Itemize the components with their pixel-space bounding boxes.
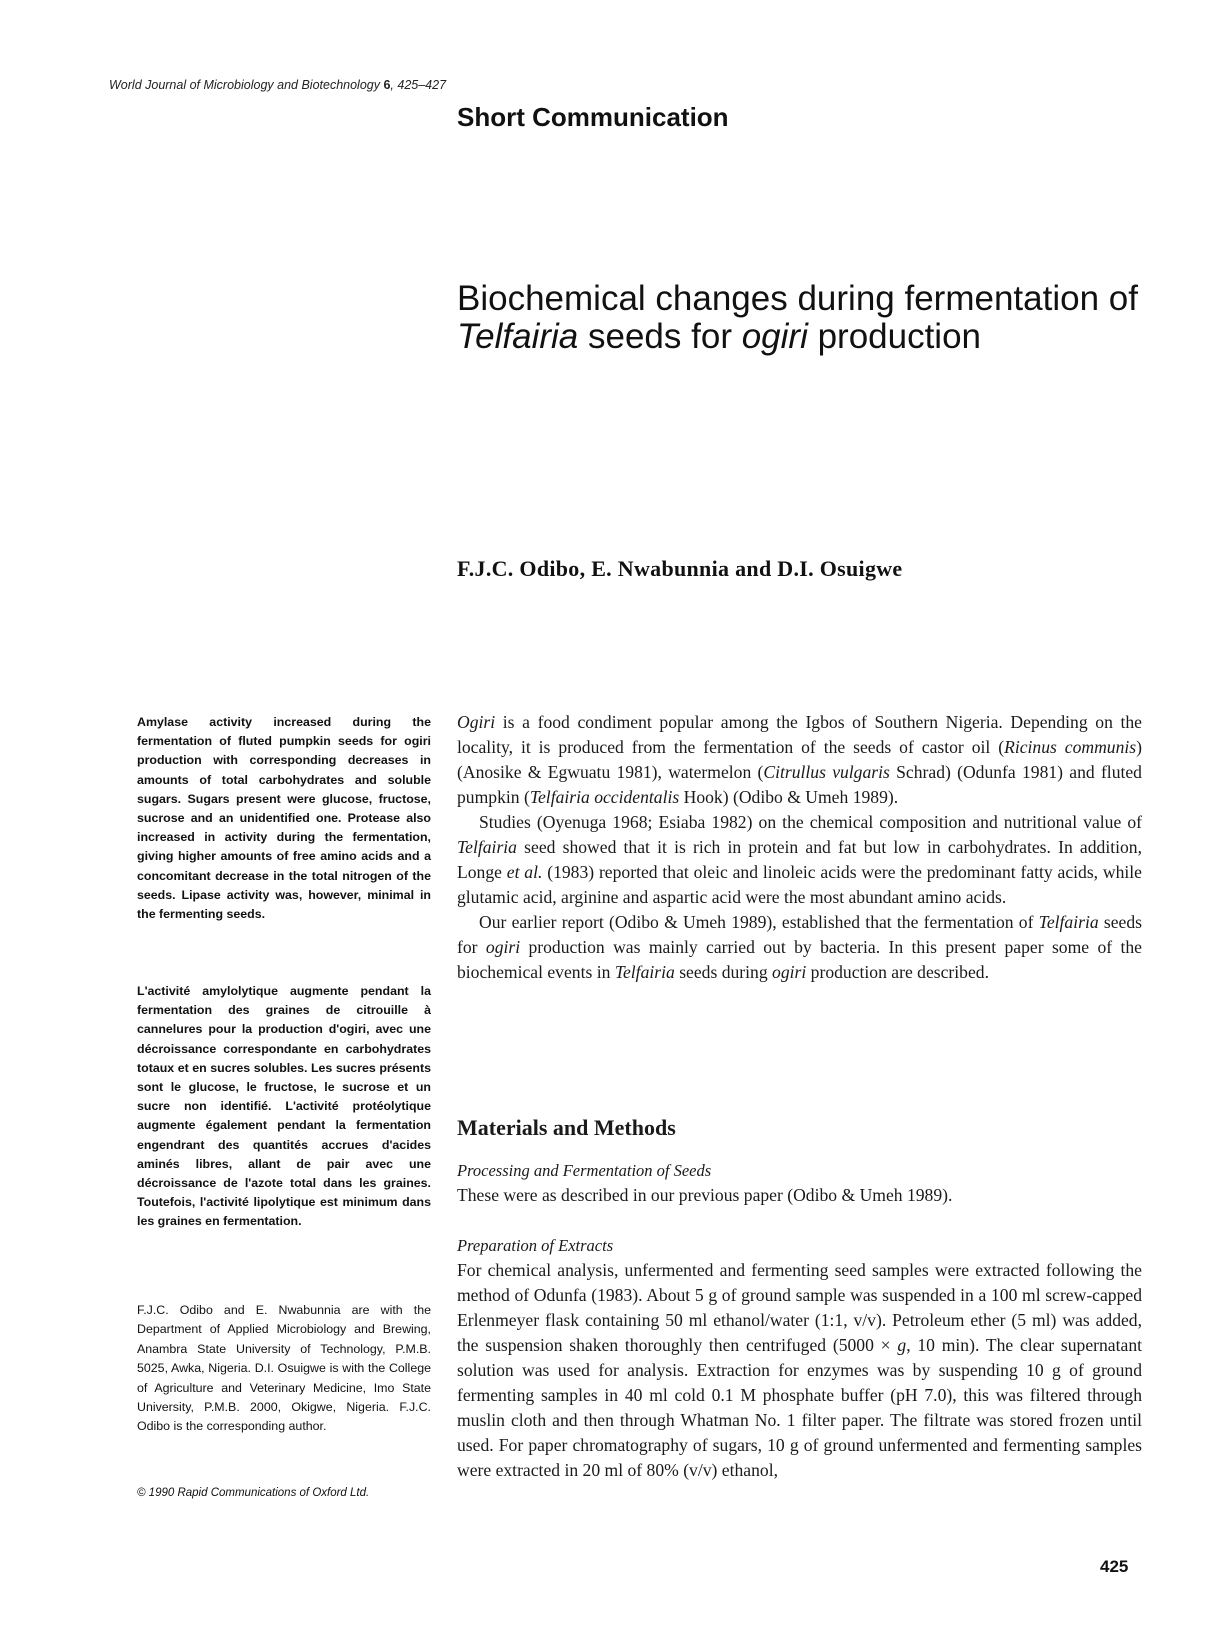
title-text: seeds for — [578, 317, 742, 356]
paragraph-text: , 10 min). The clear supernatant solution was used for analysis. Extraction for enzymes was by suspending 10 g of ground fermenting samples in 40 ml cold 0.1 M phosphate buffer (pH 7.0), this was filtered through muslin cloth and then through Whatman No. 1 filter paper. The filtrate was stored frozen until used. For paper chromatography of sugars, 10 g of ground unfermented and fermenting samples were extracted in 20 ml of 80% (v/v) ethanol, — [457, 1335, 1143, 1480]
italic-term: ogiri — [772, 962, 807, 982]
italic-term: Telfairia occidentalis — [529, 787, 680, 807]
page-number: 425 — [1100, 1557, 1129, 1576]
italic-term: et al. — [506, 862, 543, 882]
title-text: production — [807, 317, 982, 356]
author-affiliation: F.J.C. Odibo and E. Nwabunnia are with the Department of Applied Microbiology and Brewing, Anambra State University of Technology, P.M.B. 5025, Awka, Nigeria. D.I. Osuigwe is with the College of Agriculture and Veterinary Medicine, Imo State University, P.M.B. 2000, Okigwe, Nigeria. F.J.C. Odibo is the corresponding author. — [137, 1303, 431, 1434]
paragraph-text: is a food condiment popular among the Igbos of Southern Nigeria. Depending on the locality, it is produced from the fermentation of the seeds of castor oil ( — [457, 712, 1142, 757]
paragraph-text: production was mainly carried out by bacteria. In this present paper some of the biochemical events in — [457, 937, 1142, 982]
author-list: F.J.C. Odibo, E. Nwabunnia and D.I. Osuigwe — [457, 556, 903, 581]
paragraph-text: Schrad) (Odunfa 1981) and fluted pumpkin ( — [457, 762, 1142, 807]
paragraph-text: seed showed that it is rich in protein and fat but low in carbohydrates. In addition, Longe — [457, 837, 1142, 882]
title-food: ogiri — [741, 317, 808, 356]
paragraph-text: Hook) (Odibo & Umeh 1989). — [679, 787, 899, 807]
italic-term: g — [897, 1335, 907, 1355]
italic-term: Ricinus communis — [1004, 737, 1137, 757]
subsection-processing — [457, 1158, 1142, 1208]
paragraph-text: Our earlier report (Odibo & Umeh 1989), established that the fermentation of — [479, 912, 1039, 932]
abstract-english-text: Amylase activity increased during the fermentation of fluted pumpkin seeds for ogiri production with corresponding decreases in amounts of total carbohydrates and soluble sugars. Sugars present were glucose, fructose, sucrose and an unidentified one. Protease also increased in activity during the fermentation, giving higher amounts of free amino acids and a concomitant decrease in the total nitrogen of the seeds. Lipase activity was, however, minimal in the fermenting seeds. — [137, 715, 431, 922]
body-paragraph — [457, 810, 1142, 910]
subsection-heading: Preparation of Extracts — [457, 1236, 614, 1255]
paragraph-text: seeds for — [457, 912, 1142, 957]
paragraph-text: (1983) reported that oleic and linoleic acids were the predominant fatty acids, while glutamic acid, arginine and aspartic acid were the most abundant amino acids. — [457, 862, 1142, 907]
body-paragraph — [457, 1258, 1142, 1483]
body-paragraph: These were as described in our previous paper (Odibo & Umeh 1989). — [457, 1185, 953, 1205]
paragraph-text: For chemical analysis, unfermented and fermenting seed samples were extracted following the method of Odunfa (1983). About 5 g of ground sample was suspended in a 100 ml screw-capped Erlenmeyer flask containing 50 ml ethanol/water (1:1, v/v). Petroleum ether (5 ml) was added, the suspension shaken thoroughly then centrifuged (5000 × — [457, 1260, 1142, 1355]
subsection-heading: Processing and Fermentation of Seeds — [457, 1161, 712, 1180]
italic-term: Telfairia — [1038, 912, 1099, 932]
paragraph-text: seeds during — [674, 962, 773, 982]
italic-term: Telfairia — [614, 962, 675, 982]
paragraph-text: Studies (Oyenuga 1968; Esiaba 1982) on the chemical composition and nutritional value of — [479, 812, 1142, 832]
title-text: Biochemical changes during fermentation of — [457, 279, 1138, 318]
subsection-extracts — [457, 1233, 1142, 1483]
italic-term: ogiri — [485, 937, 521, 957]
section-label: Short Communication — [457, 102, 729, 132]
journal-pages: , 425–427 — [390, 78, 447, 92]
paragraph-text: ) (Anosike & Egwuatu 1981), watermelon ( — [457, 737, 1142, 782]
italic-term: Citrullus vulgaris — [763, 762, 890, 782]
italic-term: Telfairia — [457, 837, 517, 857]
abstract-french-text: L'activité amylolytique augmente pendant la fermentation des graines de citrouille à cannelures pour la production d'ogiri, avec une décroissance correspondante en carbohydrates totaux et en sucres solubles. Les sucres présents sont le glucose, le fructose, le sucrose et un sucre non identifié. L'activité protéolytique augmente également pendant la fermentation engendrant des quantités accrues d'acides aminés libres, allant de pair avec une décroissance de l'azote total dans les graines. Toutefois, l'activité lipolytique est minimum dans les graines en fermentation. — [137, 984, 431, 1229]
article-title — [457, 280, 1177, 356]
title-genus: Telfairia — [457, 317, 579, 356]
journal-volume: 6 — [383, 78, 391, 92]
abstract-french — [137, 982, 431, 1232]
journal-name: World Journal of Microbiology and Biotechnology — [109, 78, 380, 92]
paragraph-text: production are described. — [806, 962, 989, 982]
introduction — [457, 710, 1142, 985]
abstract-english — [137, 713, 431, 924]
section-heading-methods: Materials and Methods — [457, 1115, 676, 1140]
copyright-notice: © 1990 Rapid Communications of Oxford Ltd. — [137, 1487, 370, 1499]
body-paragraph — [457, 710, 1142, 810]
body-paragraph — [457, 910, 1142, 985]
italic-term: Ogiri — [457, 712, 496, 732]
journal-citation — [109, 78, 446, 92]
